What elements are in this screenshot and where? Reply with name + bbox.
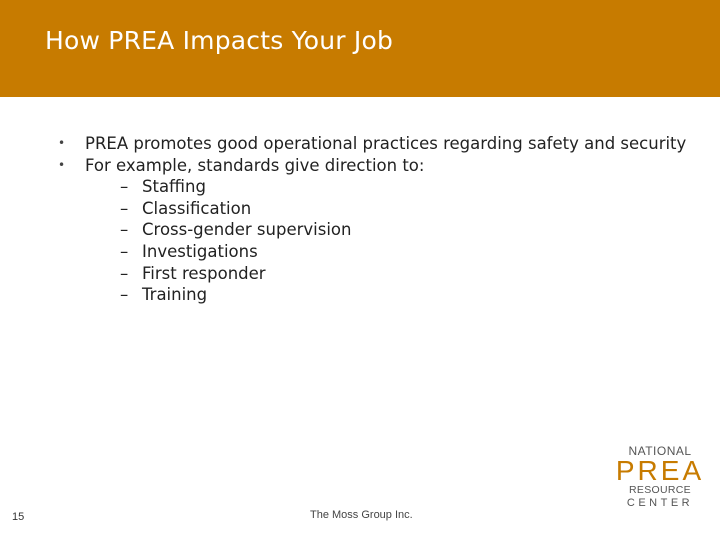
logo-line-national: NATIONAL <box>628 444 692 458</box>
dash-marker: – <box>120 198 129 218</box>
sub-bullet-list <box>58 176 698 306</box>
sub-bullet-item <box>58 198 698 220</box>
bullet-text: For example, standards give direction to: <box>85 155 425 175</box>
sub-bullet-item <box>58 263 698 285</box>
logo-line-center: CENTER <box>626 497 694 509</box>
dash-marker: – <box>120 263 129 283</box>
bullet-text: PREA promotes good operational practices regarding safety and security <box>85 134 687 153</box>
sub-bullet-item <box>58 219 698 241</box>
footer-text: The Moss Group Inc. <box>310 509 413 521</box>
dash-marker: – <box>120 177 129 197</box>
sub-bullet-text: Training <box>142 285 208 305</box>
bullet-item <box>58 133 698 155</box>
slide-body <box>58 133 698 306</box>
sub-bullet-text: Investigations <box>142 241 258 261</box>
dash-marker: – <box>120 285 129 305</box>
title-banner <box>0 0 720 97</box>
sub-bullet-item <box>58 176 698 198</box>
dash-marker: – <box>120 241 129 261</box>
sub-bullet-text: Cross-gender supervision <box>142 220 352 240</box>
sub-bullet-text: First responder <box>142 263 266 283</box>
sub-bullet-item <box>58 284 698 306</box>
logo-line-resource: RESOURCE <box>629 484 691 496</box>
logo-line-prea: PREA <box>615 455 705 486</box>
bullet-marker: • <box>58 136 66 150</box>
sub-bullet-item <box>58 241 698 263</box>
slide-title: How PREA Impacts Your Job <box>45 26 394 55</box>
sub-bullet-text: Classification <box>142 198 252 218</box>
page-number: 15 <box>12 511 25 523</box>
prea-resource-center-logo <box>612 444 712 520</box>
bullet-marker: • <box>58 157 66 172</box>
sub-bullet-text: Staffing <box>142 177 206 197</box>
bullet-item <box>58 155 698 177</box>
dash-marker: – <box>120 220 129 240</box>
